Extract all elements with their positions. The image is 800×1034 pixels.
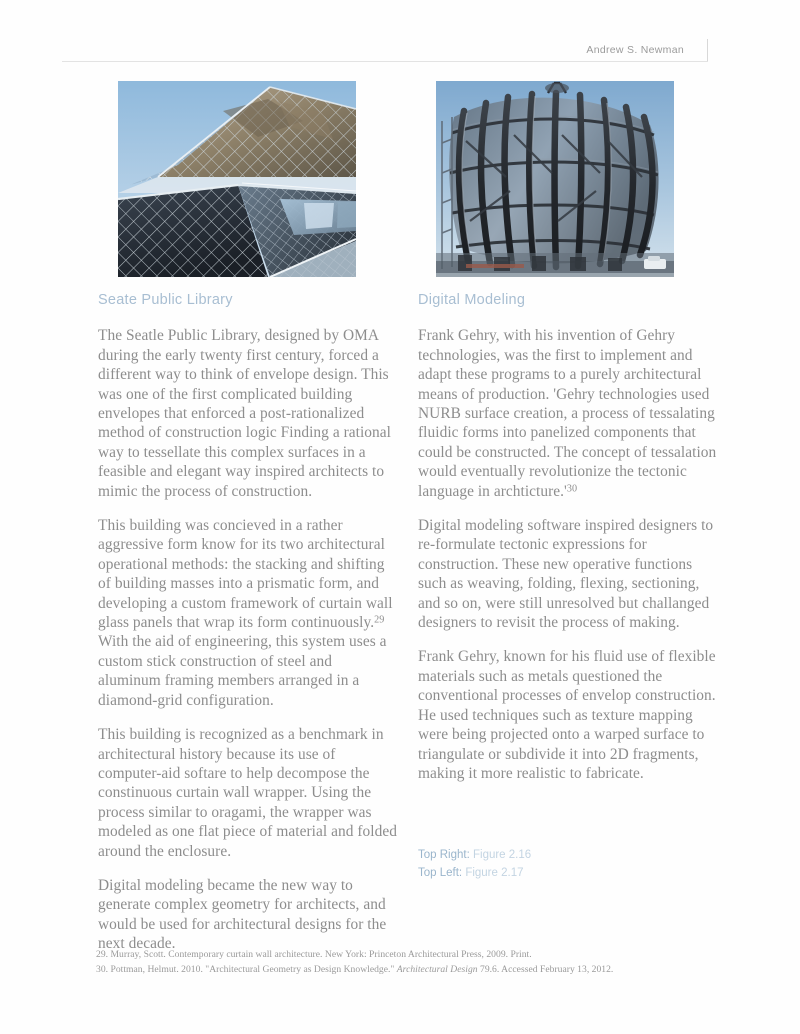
paragraph-left-2-text-after: With the aid of engineering, this system uses a custom stick construction of steel and aluminum framing members arranged in a diamond-grid configuration. — [98, 633, 387, 709]
credit-value-top-left: Figure 2.17 — [465, 866, 524, 879]
credit-value-top-right: Figure 2.16 — [472, 849, 532, 861]
footnote-marker-29: 29 — [374, 614, 385, 626]
section-title-seattle-public-library: Seate Public Library — [98, 292, 233, 308]
paragraph-right-2: Digital modeling software inspired designers to re-formulate tectonic expressions for construction. These new operative functions such as weaving, folding, flexing, sectioning, and so on, were still unresolved but challanged designers to revisit the process of making. — [418, 517, 714, 632]
column-right — [418, 292, 718, 783]
paragraph-right-1-text-before: Frank Gehry, with his invention of Gehry technologies, was the first to implement and adapt these programs to a purely architectural means of production. 'Gehry technologies used NURB surface creation, a process of tessalating fluidic forms into panelized components that could be constructed. The concept of tessalation would eventually revolutionize the tectonic language in archticture.' — [418, 327, 717, 500]
footnote-30-number: 30. — [96, 963, 111, 975]
footnote-30-italic: Architectural Design — [396, 963, 478, 975]
paragraph-left-2 — [98, 516, 398, 710]
paragraph-right-1 — [418, 326, 718, 501]
header-vertical-tick — [707, 39, 708, 61]
footnote-30-text: Pottman, Helmut. 2010. "Architectural Geometry as Design Knowledge." — [110, 963, 397, 975]
footnote-29-number: 29. — [96, 949, 111, 960]
figure-credit-top-right — [418, 847, 718, 865]
footnote-30-text-2: 79.6. Accessed February 13, 2012. — [477, 963, 614, 975]
footnote-29-text: Murray, Scott. Contemporary curtain wall architecture. New York: Princeton Architectural Press, 2009. Print. — [110, 949, 532, 960]
header-horizontal-rule — [62, 61, 708, 62]
footnote-30 — [96, 963, 706, 978]
paragraph-left-3: This building is recognized as a benchmark in architectural history because its use of computer-aid softare to help decompose the constinuous curtain wall wrapper. Using the process similar to oragami, the wrapper was modeled as one flat piece of material and folded around the enclosure. — [98, 726, 397, 860]
credit-separator-top-right: : — [466, 849, 473, 861]
footnotes-section — [96, 948, 706, 977]
paragraph-left-2-text-before: This building was concieved in a rather aggressive form know for its two architectural operational methods: the stacking and shifting of building masses into a prismatic form, and developing a custom framework of curtain wall glass panels that wrap its form continuously. — [98, 517, 393, 632]
figure-credit-top-left — [418, 865, 718, 883]
paragraph-left-4: Digital modeling became the new way to generate complex geometry for architects, and would be used for architectural designs for the next decade. — [98, 876, 387, 953]
credit-key-top-right: Top Right — [418, 849, 467, 861]
section-title-digital-modeling: Digital Modeling — [418, 292, 526, 308]
footnote-marker-30: 30 — [566, 483, 578, 495]
footnote-29 — [96, 948, 706, 963]
paragraph-left-1: The Seatle Public Library, designed by OMA during the early twenty first century, forced a different way to think of envelope design. This was one of the first complicated building envelopes that enforced a post-rationalized method of construction logic Finding a rational way to tessellate this complex surfaces in a feasible and elegant way inspired architects to mimic the process of construction. — [98, 327, 392, 500]
gehry-steel-structure-photo — [436, 81, 674, 277]
credit-separator-top-left: : — [458, 866, 466, 879]
running-header — [62, 32, 708, 62]
credit-key-top-left: Top Left — [418, 866, 459, 879]
figure-credits — [418, 847, 718, 882]
figure-seattle-public-library — [118, 81, 356, 277]
header-author-name: Andrew S. Newman — [586, 44, 684, 56]
figure-gehry-steel-structure — [436, 81, 674, 277]
paragraph-right-3: Frank Gehry, known for his fluid use of flexible materials such as metals questioned the conventional processes of envelop construction. He used techniques such as texture mapping were being projected onto a warped surface to triangulate or subdivide it into 2D fragments, making it more realistic to fabricate. — [418, 648, 716, 782]
seattle-public-library-photo — [118, 81, 356, 277]
column-left — [98, 292, 398, 954]
